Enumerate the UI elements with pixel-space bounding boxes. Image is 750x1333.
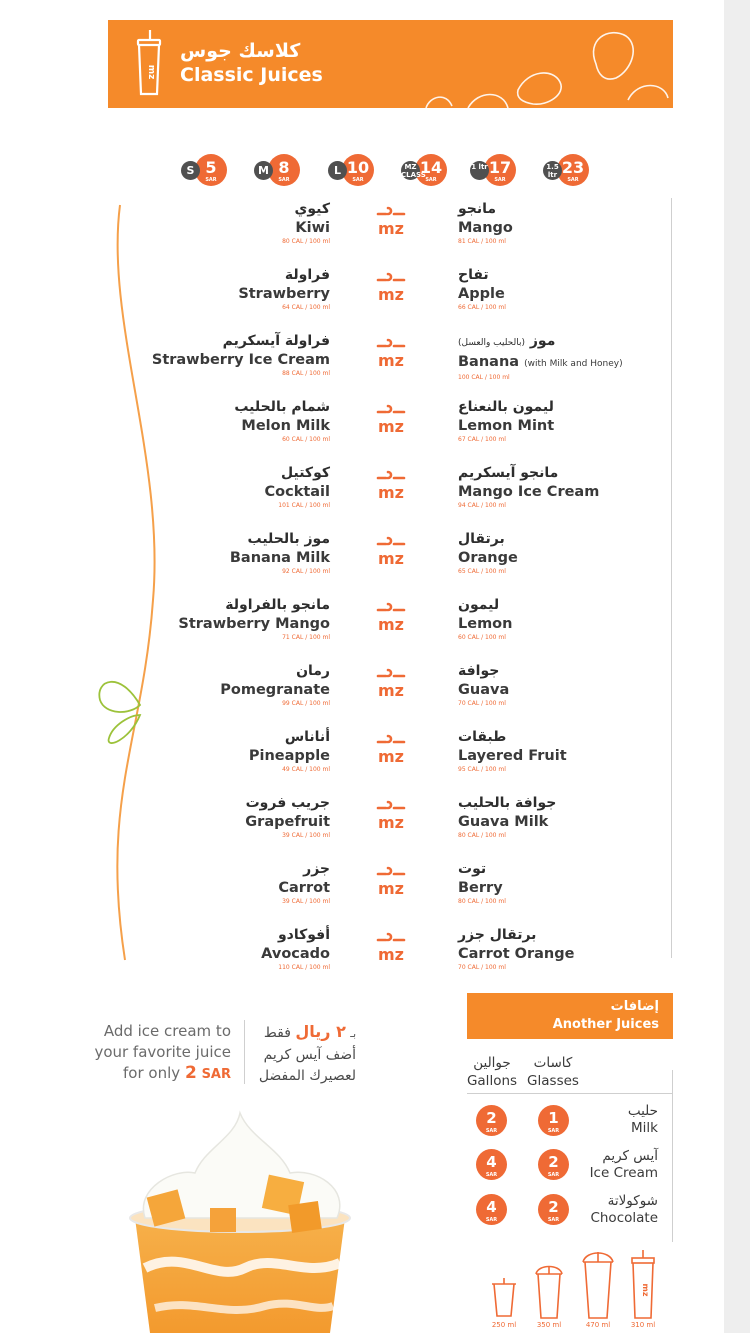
note-line: your favorite juice (94, 1043, 231, 1061)
item-name-ar: تفاح (458, 267, 489, 283)
item-name-en: Guava Milk (458, 814, 549, 830)
item-name-ar: أفوكادو (277, 927, 330, 943)
mz-logo-icon (374, 532, 408, 566)
item-name-en: Berry (458, 880, 503, 896)
item-name-en: Mango (458, 220, 513, 236)
note-price: 2 (184, 1063, 197, 1083)
item-name-en: Carrot (278, 880, 330, 896)
addon-label-ar: حليب (627, 1103, 658, 1119)
item-name-ar: فراولة آيسكريم (222, 333, 330, 349)
col-head-en: Gallons (466, 1073, 518, 1089)
addon-label-ar: آيس كريم (602, 1148, 658, 1164)
addon-label-en: Ice Cream (589, 1165, 658, 1181)
cup-size-label: 250 ml (491, 1321, 517, 1329)
item-calories: 99 CAL / 100 ml (282, 700, 330, 707)
item-name-ar: موز (بالحليب والعسل) (458, 333, 556, 349)
size-label-badge: M (254, 161, 273, 180)
menu-item (150, 200, 330, 246)
item-calories: 101 CAL / 100 ml (278, 502, 330, 509)
item-name-ar: جريب فروت (245, 795, 330, 811)
cup-size-label: 310 ml (630, 1321, 656, 1329)
size-price-badge: 17 SAR (484, 154, 516, 186)
item-name-en: Grapefruit (245, 814, 330, 830)
menu-item (458, 464, 599, 510)
menu-item (458, 926, 574, 972)
note-currency: SAR (201, 1067, 231, 1082)
item-name-en: Layered Fruit (458, 748, 567, 764)
item-calories: 80 CAL / 100 ml (458, 898, 506, 905)
item-name-ar: طبقات (458, 729, 507, 745)
size-price-row (0, 154, 750, 188)
vine-decoration (95, 200, 165, 970)
svg-text:mz: mz (641, 1283, 650, 1297)
menu-item (458, 794, 556, 840)
item-calories: 60 CAL / 100 ml (458, 634, 506, 641)
note-divider (244, 1020, 245, 1084)
item-name-en: Guava (458, 682, 510, 698)
size-label-badge: L (328, 161, 347, 180)
item-name-ar: موز بالحليب (247, 531, 330, 547)
item-name-ar: ليمون بالنعناع (458, 399, 554, 415)
item-note-ar: (بالحليب والعسل) (458, 338, 525, 348)
menu-item (458, 596, 512, 642)
menu-item (150, 926, 330, 972)
note-price-ar: ٢ ريال (295, 1022, 346, 1041)
addon-label (590, 1148, 658, 1182)
item-note-en: (with Milk and Honey) (524, 359, 623, 369)
item-name-en: Carrot Orange (458, 946, 575, 962)
menu-item (150, 860, 330, 906)
size-price-badge: 10 SAR (342, 154, 374, 186)
item-name-ar: جوافة (458, 663, 500, 679)
note-line: أضف آيس كريم (263, 1047, 356, 1063)
menu-column-divider (671, 198, 672, 958)
mz-logo-icon (374, 400, 408, 434)
item-name-en: Kiwi (295, 220, 330, 236)
cup-size-label: 350 ml (536, 1321, 562, 1329)
addon-glass-price: 2 SAR (538, 1194, 569, 1225)
svg-text:mz: mz (378, 219, 404, 236)
item-name-en: Cocktail (264, 484, 330, 500)
item-calories: 60 CAL / 100 ml (282, 436, 330, 443)
item-name-ar: أناناس (284, 729, 330, 745)
menu-item (458, 728, 567, 774)
item-calories: 92 CAL / 100 ml (282, 568, 330, 575)
size-label-badge: 1 ltr (470, 161, 489, 180)
mz-logo-icon (374, 862, 408, 896)
menu-item (458, 662, 509, 708)
menu-item (150, 728, 330, 774)
item-calories: 80 CAL / 100 ml (282, 238, 330, 245)
addon-label-en: Milk (631, 1120, 658, 1136)
mz-logo-icon (374, 202, 408, 236)
addon-label-en: Chocolate (590, 1210, 658, 1226)
mz-logo-icon (374, 466, 408, 500)
item-name-en: Pomegranate (220, 682, 330, 698)
menu-item (150, 662, 330, 708)
note-line: بـ ٢ ريال فقط (263, 1022, 356, 1041)
svg-text:mz: mz (378, 615, 404, 632)
mz-logo-icon (374, 730, 408, 764)
svg-text:mz: mz (378, 417, 404, 434)
note-line: for only 2 SAR (123, 1063, 231, 1083)
addon-label (590, 1193, 658, 1227)
another-juices-header (467, 993, 673, 1039)
another-juices-title-ar: إضافات (610, 999, 659, 1014)
item-name-ar: فراولة (284, 267, 330, 283)
item-name-ar: كيوي (294, 201, 330, 217)
size-price-badge: 8 SAR (268, 154, 300, 186)
menu-item (458, 860, 506, 906)
svg-text:mz: mz (378, 813, 404, 830)
item-name-ar: ليمون (458, 597, 500, 613)
addon-glass-price: 1 SAR (538, 1105, 569, 1136)
menu-item (150, 332, 330, 378)
svg-text:mz: mz (378, 681, 404, 698)
item-calories: 71 CAL / 100 ml (282, 634, 330, 641)
size-price-badge: 5 SAR (195, 154, 227, 186)
cup-logo-icon (134, 28, 164, 98)
svg-text:mz: mz (378, 483, 404, 500)
size-label-badge: S (181, 161, 200, 180)
item-name-en: Mango Ice Cream (458, 484, 600, 500)
size-price-badge: 14 SAR (415, 154, 447, 186)
page-edge-strip (724, 0, 750, 1333)
item-calories: 49 CAL / 100 ml (282, 766, 330, 773)
mz-logo-icon (374, 334, 408, 368)
menu-item (150, 530, 330, 576)
item-calories: 81 CAL / 100 ml (458, 238, 506, 245)
item-name-ar: كوكتيل (281, 465, 330, 481)
item-name-ar: جوافة بالحليب (458, 795, 557, 811)
item-name-en: Strawberry (238, 286, 330, 302)
addon-gallon-price: 4 SAR (476, 1194, 507, 1225)
svg-text:mz: mz (378, 747, 404, 764)
mz-logo-icon (374, 664, 408, 698)
svg-text:mz: mz (378, 945, 404, 962)
mz-logo-icon (374, 796, 408, 830)
item-name-en: Strawberry Mango (178, 616, 330, 632)
item-calories: 70 CAL / 100 ml (458, 964, 506, 971)
item-name-en: Lemon (458, 616, 513, 632)
item-calories: 100 CAL / 100 ml (458, 374, 510, 381)
col-head-ar: جوالين (473, 1055, 511, 1071)
col-head-en: Glasses (527, 1073, 579, 1089)
item-calories: 67 CAL / 100 ml (458, 436, 506, 443)
classic-juices-header (108, 20, 673, 108)
menu-item (458, 266, 506, 312)
item-name-en: Banana (with Milk and Honey) (458, 354, 623, 370)
ice-cream-note-en (90, 1021, 231, 1085)
size-price-badge: 23 SAR (557, 154, 589, 186)
item-calories: 39 CAL / 100 ml (282, 898, 330, 905)
item-name-en: Avocado (261, 946, 330, 962)
addon-glass-price: 2 SAR (538, 1149, 569, 1180)
svg-text:mz: mz (378, 351, 404, 368)
item-calories: 39 CAL / 100 ml (282, 832, 330, 839)
mango-ice-cream-cup-image (115, 1108, 365, 1333)
item-name-ar: مانجو آيسكريم (458, 465, 559, 481)
addon-gallon-price: 2 SAR (476, 1105, 507, 1136)
menu-item (150, 794, 330, 840)
cup-size-label: 470 ml (585, 1321, 611, 1329)
item-name-en: Banana Milk (229, 550, 330, 566)
item-name-ar: برتقال جزر (458, 927, 537, 943)
menu-item (458, 530, 518, 576)
item-calories: 95 CAL / 100 ml (458, 766, 506, 773)
mz-logo-icon (374, 928, 408, 962)
item-name-ar: شمام بالحليب (234, 399, 330, 415)
col-head-glasses (522, 1054, 584, 1090)
col-head-ar: كاسات (533, 1055, 573, 1071)
item-calories: 64 CAL / 100 ml (282, 304, 330, 311)
item-name-ar: مانجو بالفراولة (225, 597, 330, 613)
menu-item (150, 464, 330, 510)
item-calories: 94 CAL / 100 ml (458, 502, 506, 509)
svg-text:mz: mz (146, 64, 156, 80)
menu-item (458, 332, 623, 382)
item-calories: 70 CAL / 100 ml (458, 700, 506, 707)
addon-label-ar: شوكولاتة (607, 1193, 658, 1209)
item-name-en: Orange (458, 550, 518, 566)
mz-logo-icon (374, 598, 408, 632)
item-calories: 65 CAL / 100 ml (458, 568, 506, 575)
another-juices-title-en: Another Juices (552, 1017, 659, 1032)
addon-gallon-price: 4 SAR (476, 1149, 507, 1180)
menu-item (150, 596, 330, 642)
header-title-en: Classic Juices (180, 64, 323, 86)
item-calories: 110 CAL / 100 ml (278, 964, 330, 971)
mz-logo-icon (374, 268, 408, 302)
item-calories: 88 CAL / 100 ml (282, 370, 330, 377)
item-name-en: Melon Milk (241, 418, 330, 434)
menu-item (458, 200, 513, 246)
item-name-ar: مانجو (458, 201, 497, 217)
addon-table-divider (672, 1070, 673, 1242)
item-name-ar: توت (458, 861, 487, 877)
menu-item (458, 398, 554, 444)
addon-label (628, 1103, 658, 1137)
col-head-gallons (461, 1054, 523, 1090)
item-name-ar: برتقال (458, 531, 505, 547)
item-name-ar: رمان (296, 663, 330, 679)
svg-text:mz: mz (378, 285, 404, 302)
item-calories: 66 CAL / 100 ml (458, 304, 506, 311)
note-line: Add ice cream to (103, 1022, 231, 1040)
item-name-en: Strawberry Ice Cream (151, 352, 330, 368)
item-calories: 80 CAL / 100 ml (458, 832, 506, 839)
item-name-en: Apple (458, 286, 505, 302)
header-title-ar: كلاسك جوس (180, 40, 301, 62)
size-label-badge: 1.5 ltr (543, 161, 562, 180)
svg-text:mz: mz (378, 879, 404, 896)
ice-cream-note-ar (256, 1021, 356, 1087)
size-label-badge: MZ CLASS (401, 163, 426, 179)
menu-item (150, 266, 330, 312)
menu-item (150, 398, 330, 444)
item-name-en: Lemon Mint (458, 418, 555, 434)
note-line: لعصيرك المفضل (258, 1068, 356, 1084)
item-name-ar: جزر (303, 861, 330, 877)
table-header-rule (467, 1093, 673, 1094)
svg-text:mz: mz (378, 549, 404, 566)
item-name-en: Pineapple (248, 748, 330, 764)
